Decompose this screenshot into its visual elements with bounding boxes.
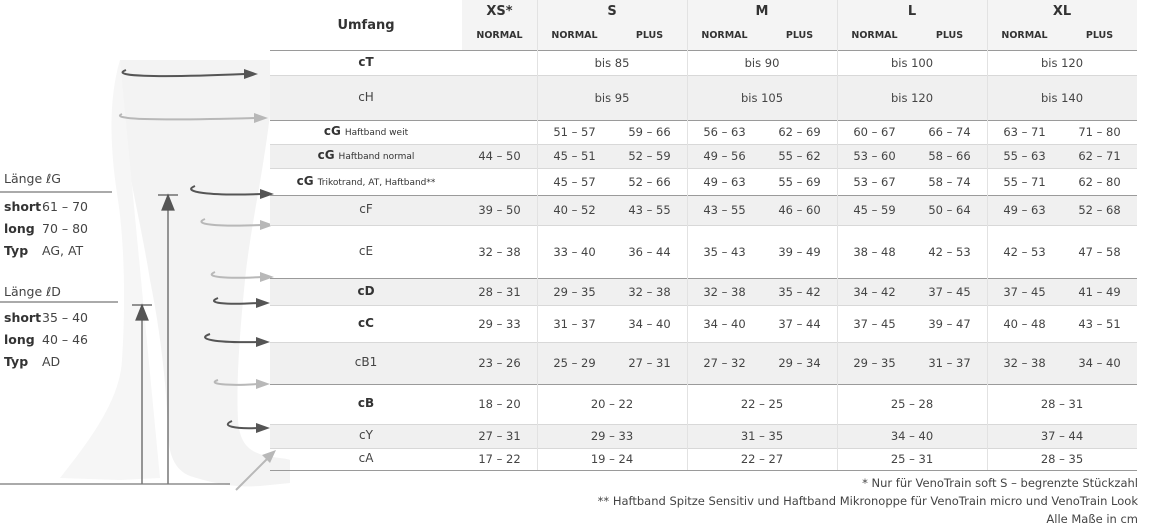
table-cell: bis 95: [594, 90, 630, 105]
table-cell: 31 – 35: [740, 429, 784, 443]
row-label: [270, 244, 462, 258]
table-cell: bis 120: [890, 90, 934, 105]
row-label-suffix: Trikotrand, AT, Haftband**: [317, 177, 436, 188]
size-subheader: NORMAL: [551, 30, 598, 41]
table-cell: 44 – 50: [478, 149, 521, 163]
length-g-short: short61 – 70: [4, 199, 89, 214]
table-cell: 22 – 25: [740, 397, 784, 411]
row-label-main: cB: [357, 396, 375, 410]
table-cell: 32 – 38: [1003, 356, 1046, 370]
size-subheader: NORMAL: [701, 30, 748, 41]
size-header: S: [607, 4, 617, 19]
row-label-main: cD: [357, 283, 375, 298]
row-line: [270, 384, 1137, 385]
table-cell: 53 – 67: [853, 174, 896, 189]
table-cell: 43 – 51: [1078, 316, 1121, 331]
row-line: [270, 144, 1137, 145]
size-subheader: PLUS: [785, 30, 814, 41]
table-cell: 37 – 45: [928, 284, 971, 299]
table-cell: 31 – 37: [928, 356, 971, 370]
table-cell: 40 – 48: [1003, 316, 1046, 331]
table-cell: 33 – 40: [553, 244, 596, 259]
table-cell: 28 – 35: [1040, 452, 1084, 466]
table-cell: bis 90: [744, 55, 780, 70]
table-cell: bis 140: [1040, 90, 1084, 105]
table-cell: 62 – 80: [1078, 174, 1121, 189]
length-g-title: Länge ℓG: [4, 171, 61, 186]
arrow-cc-head: [256, 337, 270, 347]
row-label: [270, 202, 462, 216]
table-cell: 37 – 45: [1003, 284, 1046, 299]
table-cell: 20 – 22: [590, 397, 634, 411]
table-cell: 37 – 44: [1040, 429, 1084, 443]
table-cell: 34 – 40: [703, 316, 746, 331]
size-header: L: [907, 4, 917, 19]
table-cell: 50 – 64: [928, 203, 971, 217]
table-cell: 43 – 55: [703, 203, 746, 217]
table-cell: 29 – 33: [478, 316, 521, 331]
row-line: [270, 448, 1137, 449]
table-cell: 52 – 66: [628, 174, 671, 189]
row-label-main: cB1: [354, 355, 378, 369]
table-cell: 23 – 26: [478, 356, 521, 370]
table-cell: 49 – 63: [1003, 203, 1046, 217]
table-cell: 55 – 62: [778, 149, 821, 163]
table-cell: 32 – 38: [478, 244, 521, 259]
row-label: [270, 355, 462, 369]
row-label: [270, 174, 462, 188]
table-cell: 37 – 45: [853, 316, 896, 331]
footnote-2: ** Haftband Spitze Sensitiv und Haftband Mikronoppe für VenoTrain micro und VenoTrain Look: [597, 494, 1138, 508]
table-cell: 31 – 37: [553, 316, 596, 331]
table-cell: 34 – 40: [1078, 356, 1121, 370]
row-line: [270, 120, 1137, 121]
size-subheader: NORMAL: [476, 30, 523, 41]
row-label-main: cE: [358, 243, 374, 258]
table-cell: 55 – 71: [1003, 174, 1046, 189]
table-cell: 60 – 67: [853, 125, 896, 139]
row-label: [270, 451, 462, 465]
table-cell: 19 – 24: [590, 452, 634, 466]
table-cell: 28 – 31: [1040, 397, 1084, 411]
table-cell: 56 – 63: [703, 125, 746, 139]
size-header: XS*: [486, 4, 513, 19]
arrow-cd-head: [256, 298, 270, 308]
table-cell: 52 – 59: [628, 149, 671, 163]
row-label-main: cG: [323, 124, 341, 138]
size-subheader: NORMAL: [1001, 30, 1048, 41]
table-cell: bis 105: [740, 90, 784, 105]
table-cell: 39 – 49: [778, 244, 821, 259]
row-label-main: cC: [358, 315, 374, 330]
table-cell: 29 – 33: [590, 429, 634, 443]
table-cell: 22 – 27: [740, 452, 784, 466]
row-line: [270, 305, 1137, 306]
row-label: [270, 396, 462, 410]
row-label: [270, 148, 462, 162]
table-cell: 55 – 69: [778, 174, 821, 189]
table-cell: 27 – 31: [628, 356, 671, 370]
length-d-long: long 40 – 46: [4, 332, 89, 347]
table-cell: 45 – 57: [553, 174, 596, 189]
row-label-main: cA: [358, 451, 374, 465]
row-label-suffix: Haftband normal: [338, 152, 415, 162]
table-cell: bis 85: [594, 55, 630, 70]
length-g-typ: Typ AG, AT: [4, 243, 84, 258]
row-label-main: cG: [317, 148, 335, 162]
row-label-suffix: Haftband weit: [344, 128, 409, 138]
arrow-cb1-head: [256, 379, 270, 389]
row-line: [270, 424, 1137, 425]
row-line: [270, 50, 1137, 51]
row-label-main: cF: [359, 202, 373, 216]
table-cell: 59 – 66: [628, 125, 671, 139]
table-cell: 37 – 44: [778, 316, 821, 331]
table-cell: 63 – 71: [1003, 125, 1046, 139]
size-header: M: [755, 4, 769, 19]
table-cell: 42 – 53: [928, 244, 971, 259]
table-cell: 42 – 53: [1003, 244, 1046, 259]
size-subheader: PLUS: [1085, 30, 1114, 41]
table-cell: 53 – 60: [853, 149, 896, 163]
row-label: [270, 124, 462, 138]
size-header: XL: [1052, 4, 1072, 19]
umfang-header: Umfang: [337, 18, 395, 33]
row-line: [270, 195, 1137, 196]
table-cell: 34 – 42: [853, 284, 896, 299]
table-cell: 38 – 48: [853, 244, 896, 259]
table-cell: 35 – 42: [778, 284, 821, 299]
table-cell: 45 – 51: [553, 149, 596, 163]
table-cell: 55 – 63: [1003, 149, 1046, 163]
table-cell: 41 – 49: [1078, 284, 1121, 299]
table-cell: 27 – 32: [703, 356, 746, 370]
table-cell: 29 – 35: [553, 284, 596, 299]
table-cell: 62 – 71: [1078, 149, 1121, 163]
length-g-long: long 70 – 80: [4, 221, 89, 236]
table-cell: 39 – 50: [478, 203, 521, 217]
table-cell: 32 – 38: [628, 284, 671, 299]
row-line: [270, 225, 1137, 226]
table-cell: 43 – 55: [628, 203, 671, 217]
row-label: [270, 428, 462, 442]
size-subheader: NORMAL: [851, 30, 898, 41]
table-cell: 25 – 29: [553, 356, 596, 370]
table-cell: 45 – 59: [853, 203, 896, 217]
table-cell: 49 – 56: [703, 149, 746, 163]
row-label: [270, 90, 462, 104]
table-cell: 32 – 38: [703, 284, 746, 299]
table-cell: 28 – 31: [478, 284, 521, 299]
table-cell: 34 – 40: [890, 429, 934, 443]
row-line: [270, 342, 1137, 343]
table-cell: 49 – 63: [703, 174, 746, 189]
row-label: [270, 284, 462, 298]
row-label: [270, 316, 462, 330]
table-cell: 25 – 28: [890, 397, 934, 411]
size-subheader: PLUS: [635, 30, 664, 41]
row-label-main: cY: [359, 428, 373, 442]
footnote-1: * Nur für VenoTrain soft S – begrenzte Stückzahl: [862, 476, 1138, 490]
table-cell: 18 – 20: [478, 397, 521, 411]
table-cell: 29 – 35: [853, 356, 896, 370]
footnote-3: Alle Maße in cm: [1046, 512, 1138, 526]
row-label: [270, 55, 462, 69]
table-cell: 46 – 60: [778, 203, 821, 217]
table-cell: 66 – 74: [928, 125, 971, 139]
table-cell: 27 – 31: [478, 429, 521, 443]
leg-illustration: [0, 0, 290, 532]
table-cell: 36 – 44: [628, 244, 671, 259]
table-cell: 34 – 40: [628, 316, 671, 331]
length-d-title: Länge ℓD: [4, 284, 61, 299]
length-d-typ: Typ AD: [4, 354, 61, 369]
table-cell: 71 – 80: [1078, 125, 1121, 139]
row-label-main: cG: [296, 173, 314, 188]
row-line: [270, 470, 1137, 471]
row-label-main: cT: [358, 54, 374, 69]
table-cell: 39 – 47: [928, 316, 971, 331]
table-cell: 25 – 31: [890, 452, 934, 466]
table-cell: bis 100: [890, 55, 934, 70]
row-line: [270, 75, 1137, 76]
row-line: [270, 278, 1137, 279]
arrow-cb-head: [256, 423, 270, 433]
table-cell: bis 120: [1040, 55, 1084, 70]
table-cell: 62 – 69: [778, 125, 821, 139]
size-subheader: PLUS: [935, 30, 964, 41]
table-cell: 35 – 43: [703, 244, 746, 259]
table-cell: 58 – 66: [928, 149, 971, 163]
length-d-short: short35 – 40: [4, 310, 89, 325]
row-line: [270, 168, 1137, 169]
table-cell: 51 – 57: [553, 125, 596, 139]
table-cell: 40 – 52: [553, 203, 596, 217]
table-cell: 52 – 68: [1078, 203, 1121, 217]
table-cell: 17 – 22: [478, 452, 521, 466]
table-cell: 29 – 34: [778, 356, 821, 370]
table-cell: 47 – 58: [1078, 244, 1121, 259]
table-cell: 58 – 74: [928, 174, 971, 189]
row-label-main: cH: [358, 89, 374, 104]
